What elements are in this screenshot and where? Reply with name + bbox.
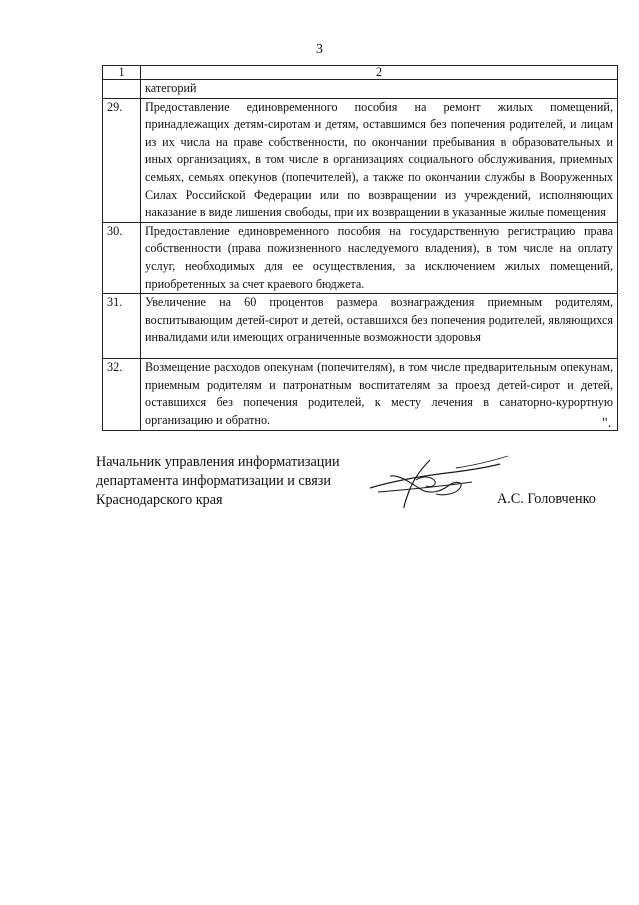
table-header-row: [103, 66, 618, 80]
row-text: Предоставление единовременного пособия на ремонт жилых помещений, принадлежащих детям-сиротам и детям, оставшимся без попечения родителей, и лицам из их числа на праве собственности, по окончании пребывания в образовательных и иных организациях, в том числе в организациях социального обслуживания, приемных семьях, семьях опекунов (попечителей), а также по окончании службы в Вооруженных Силах Российской Федерации или по возвращении из учреждений, исполняющих наказание в виде лишения свободы, при их возвращении в указанные жилые помещения: [141, 98, 618, 222]
row-number: 32.: [103, 359, 141, 430]
row-text: Предоставление единовременного пособия на государственную регистрацию права собственности (права пожизненного наследуемого владения), в том числе на оплату услуг, необходимых для ее осуществления, за исключением жилых помещений, приобретенных за счет краевого бюджета.: [141, 222, 618, 293]
row-text: категорий: [141, 80, 618, 99]
handwritten-signature: [360, 446, 520, 516]
row-number: 30.: [103, 222, 141, 293]
document-table: [102, 65, 618, 431]
closing-quote: ".: [602, 416, 612, 431]
table-row: [103, 359, 618, 430]
table-row: [103, 98, 618, 222]
row-number: 29.: [103, 98, 141, 222]
table-row: [103, 222, 618, 293]
row-text: Увеличение на 60 процентов размера вознаграждения приемным родителям, воспитывающим детей-сирот и детей, оставшихся без попечения родителей, являющихся инвалидами или имеющих ограниченные возможности здоровья: [141, 294, 618, 359]
table-row: [103, 80, 618, 99]
row-number: [103, 80, 141, 99]
page-number: 3: [316, 42, 323, 57]
signature-title-line: департамента информатизации и связи: [96, 473, 331, 489]
signature-title: [96, 453, 340, 510]
signatory-name: А.С. Головченко: [497, 491, 596, 507]
table-row: [103, 294, 618, 359]
signature-title-line: Начальник управления информатизации: [96, 454, 340, 470]
row-number: 31.: [103, 294, 141, 359]
signature-title-line: Краснодарского края: [96, 492, 223, 508]
row-text: Возмещение расходов опекунам (попечителям), в том числе предварительным опекунам, приемным родителям и патронатным воспитателям за проезд детей-сирот и детей, оставшихся без попечения родителей, к месту лечения в санаторно-курортную организацию и обратно.: [141, 359, 618, 430]
column-header-number: 1: [103, 66, 141, 80]
column-header-text: 2: [141, 66, 618, 80]
